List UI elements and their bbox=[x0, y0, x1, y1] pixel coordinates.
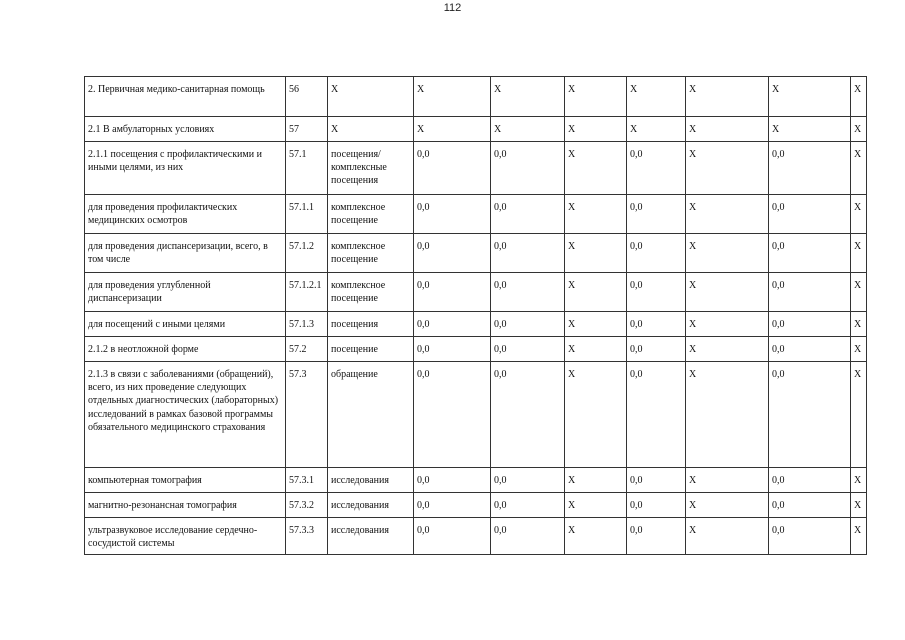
value-cell-1: 0,0 bbox=[414, 493, 491, 518]
unit-cell: комплексное посещение bbox=[328, 195, 414, 234]
value-cell-7: X bbox=[851, 117, 867, 142]
unit-cell: посещение bbox=[328, 337, 414, 362]
value-cell-3: X bbox=[565, 142, 627, 195]
indicators-table bbox=[84, 76, 867, 555]
unit-cell: посещения bbox=[328, 312, 414, 337]
value-cell-4: 0,0 bbox=[627, 493, 686, 518]
value-cell-6: 0,0 bbox=[769, 493, 851, 518]
value-cell-7: X bbox=[851, 493, 867, 518]
value-cell-3: X bbox=[565, 117, 627, 142]
value-cell-3: X bbox=[565, 493, 627, 518]
value-cell-3: X bbox=[565, 77, 627, 117]
value-cell-1: 0,0 bbox=[414, 195, 491, 234]
value-cell-4: 0,0 bbox=[627, 195, 686, 234]
value-cell-5: X bbox=[686, 468, 769, 493]
value-cell-2: 0,0 bbox=[491, 273, 565, 312]
value-cell-7: X bbox=[851, 195, 867, 234]
table-row bbox=[85, 234, 867, 273]
value-cell-5: X bbox=[686, 518, 769, 555]
value-cell-5: X bbox=[686, 142, 769, 195]
value-cell-4: 0,0 bbox=[627, 273, 686, 312]
row-code-cell: 57.1.2.1 bbox=[286, 273, 328, 312]
value-cell-3: X bbox=[565, 312, 627, 337]
value-cell-4: 0,0 bbox=[627, 142, 686, 195]
row-code-cell: 57 bbox=[286, 117, 328, 142]
row-label-cell: 2.1.3 в связи с заболеваниями (обращений), всего, из них проведение следующих отдельных диагностических (лабораторных) исследований в рамках базовой программы обязательного медицинского страхования bbox=[85, 362, 286, 468]
value-cell-4: X bbox=[627, 77, 686, 117]
value-cell-2: 0,0 bbox=[491, 195, 565, 234]
value-cell-1: 0,0 bbox=[414, 142, 491, 195]
value-cell-5: X bbox=[686, 337, 769, 362]
value-cell-7: X bbox=[851, 77, 867, 117]
value-cell-5: X bbox=[686, 312, 769, 337]
value-cell-1: 0,0 bbox=[414, 337, 491, 362]
value-cell-2: 0,0 bbox=[491, 337, 565, 362]
value-cell-3: X bbox=[565, 273, 627, 312]
value-cell-3: X bbox=[565, 362, 627, 468]
value-cell-2: X bbox=[491, 117, 565, 142]
value-cell-5: X bbox=[686, 234, 769, 273]
table-row bbox=[85, 195, 867, 234]
value-cell-3: X bbox=[565, 468, 627, 493]
value-cell-7: X bbox=[851, 234, 867, 273]
row-code-cell: 57.3.2 bbox=[286, 493, 328, 518]
value-cell-6: 0,0 bbox=[769, 142, 851, 195]
value-cell-1: 0,0 bbox=[414, 518, 491, 555]
unit-cell: посещения/комплексные посещения bbox=[328, 142, 414, 195]
value-cell-6: X bbox=[769, 117, 851, 142]
table-row bbox=[85, 312, 867, 337]
table-row bbox=[85, 468, 867, 493]
value-cell-7: X bbox=[851, 312, 867, 337]
row-code-cell: 57.1.1 bbox=[286, 195, 328, 234]
unit-cell: комплексное посещение bbox=[328, 234, 414, 273]
row-label-cell: компьютерная томография bbox=[85, 468, 286, 493]
table-row bbox=[85, 77, 867, 117]
unit-cell: комплексное посещение bbox=[328, 273, 414, 312]
value-cell-7: X bbox=[851, 518, 867, 555]
value-cell-2: 0,0 bbox=[491, 468, 565, 493]
unit-cell: X bbox=[328, 117, 414, 142]
row-code-cell: 57.3.3 bbox=[286, 518, 328, 555]
value-cell-4: 0,0 bbox=[627, 337, 686, 362]
value-cell-2: 0,0 bbox=[491, 312, 565, 337]
row-label-cell: магнитно-резонансная томография bbox=[85, 493, 286, 518]
table-row bbox=[85, 142, 867, 195]
value-cell-7: X bbox=[851, 273, 867, 312]
value-cell-2: 0,0 bbox=[491, 362, 565, 468]
row-code-cell: 57.2 bbox=[286, 337, 328, 362]
value-cell-1: 0,0 bbox=[414, 312, 491, 337]
table-row bbox=[85, 337, 867, 362]
value-cell-3: X bbox=[565, 234, 627, 273]
value-cell-5: X bbox=[686, 77, 769, 117]
row-code-cell: 57.1.3 bbox=[286, 312, 328, 337]
value-cell-3: X bbox=[565, 337, 627, 362]
row-label-cell: для проведения углубленной диспансеризации bbox=[85, 273, 286, 312]
value-cell-1: 0,0 bbox=[414, 362, 491, 468]
value-cell-5: X bbox=[686, 273, 769, 312]
table-row bbox=[85, 493, 867, 518]
value-cell-6: 0,0 bbox=[769, 312, 851, 337]
row-code-cell: 57.3 bbox=[286, 362, 328, 468]
row-label-cell: для посещений с иными целями bbox=[85, 312, 286, 337]
value-cell-6: X bbox=[769, 77, 851, 117]
value-cell-6: 0,0 bbox=[769, 337, 851, 362]
row-label-cell: для проведения профилактических медицинских осмотров bbox=[85, 195, 286, 234]
table-row bbox=[85, 117, 867, 142]
unit-cell: обращение bbox=[328, 362, 414, 468]
value-cell-5: X bbox=[686, 493, 769, 518]
row-code-cell: 57.1 bbox=[286, 142, 328, 195]
value-cell-4: 0,0 bbox=[627, 234, 686, 273]
table-row bbox=[85, 362, 867, 468]
value-cell-3: X bbox=[565, 518, 627, 555]
unit-cell: исследования bbox=[328, 518, 414, 555]
value-cell-7: X bbox=[851, 362, 867, 468]
value-cell-1: X bbox=[414, 117, 491, 142]
unit-cell: исследования bbox=[328, 493, 414, 518]
value-cell-2: 0,0 bbox=[491, 234, 565, 273]
value-cell-2: 0,0 bbox=[491, 493, 565, 518]
value-cell-4: 0,0 bbox=[627, 518, 686, 555]
value-cell-2: 0,0 bbox=[491, 518, 565, 555]
row-code-cell: 56 bbox=[286, 77, 328, 117]
value-cell-2: 0,0 bbox=[491, 142, 565, 195]
value-cell-4: 0,0 bbox=[627, 468, 686, 493]
value-cell-5: X bbox=[686, 362, 769, 468]
row-label-cell: 2. Первичная медико-санитарная помощь bbox=[85, 77, 286, 117]
value-cell-6: 0,0 bbox=[769, 518, 851, 555]
value-cell-1: X bbox=[414, 77, 491, 117]
unit-cell: X bbox=[328, 77, 414, 117]
value-cell-6: 0,0 bbox=[769, 234, 851, 273]
row-label-cell: 2.1.2 в неотложной форме bbox=[85, 337, 286, 362]
table-row bbox=[85, 273, 867, 312]
value-cell-4: X bbox=[627, 117, 686, 142]
table-body bbox=[85, 77, 867, 555]
row-code-cell: 57.1.2 bbox=[286, 234, 328, 273]
value-cell-7: X bbox=[851, 468, 867, 493]
row-label-cell: ультразвуковое исследование сердечно-сосудистой системы bbox=[85, 518, 286, 555]
row-code-cell: 57.3.1 bbox=[286, 468, 328, 493]
value-cell-6: 0,0 bbox=[769, 195, 851, 234]
row-label-cell: 2.1 В амбулаторных условиях bbox=[85, 117, 286, 142]
value-cell-5: X bbox=[686, 195, 769, 234]
value-cell-3: X bbox=[565, 195, 627, 234]
value-cell-1: 0,0 bbox=[414, 234, 491, 273]
value-cell-7: X bbox=[851, 142, 867, 195]
value-cell-6: 0,0 bbox=[769, 362, 851, 468]
value-cell-2: X bbox=[491, 77, 565, 117]
page-number: 112 bbox=[443, 2, 462, 14]
value-cell-1: 0,0 bbox=[414, 273, 491, 312]
value-cell-4: 0,0 bbox=[627, 312, 686, 337]
row-label-cell: для проведения диспансеризации, всего, в том числе bbox=[85, 234, 286, 273]
value-cell-6: 0,0 bbox=[769, 273, 851, 312]
value-cell-7: X bbox=[851, 337, 867, 362]
row-label-cell: 2.1.1 посещения с профилактическими и иными целями, из них bbox=[85, 142, 286, 195]
value-cell-6: 0,0 bbox=[769, 468, 851, 493]
value-cell-5: X bbox=[686, 117, 769, 142]
value-cell-4: 0,0 bbox=[627, 362, 686, 468]
table-row bbox=[85, 518, 867, 555]
value-cell-1: 0,0 bbox=[414, 468, 491, 493]
unit-cell: исследования bbox=[328, 468, 414, 493]
